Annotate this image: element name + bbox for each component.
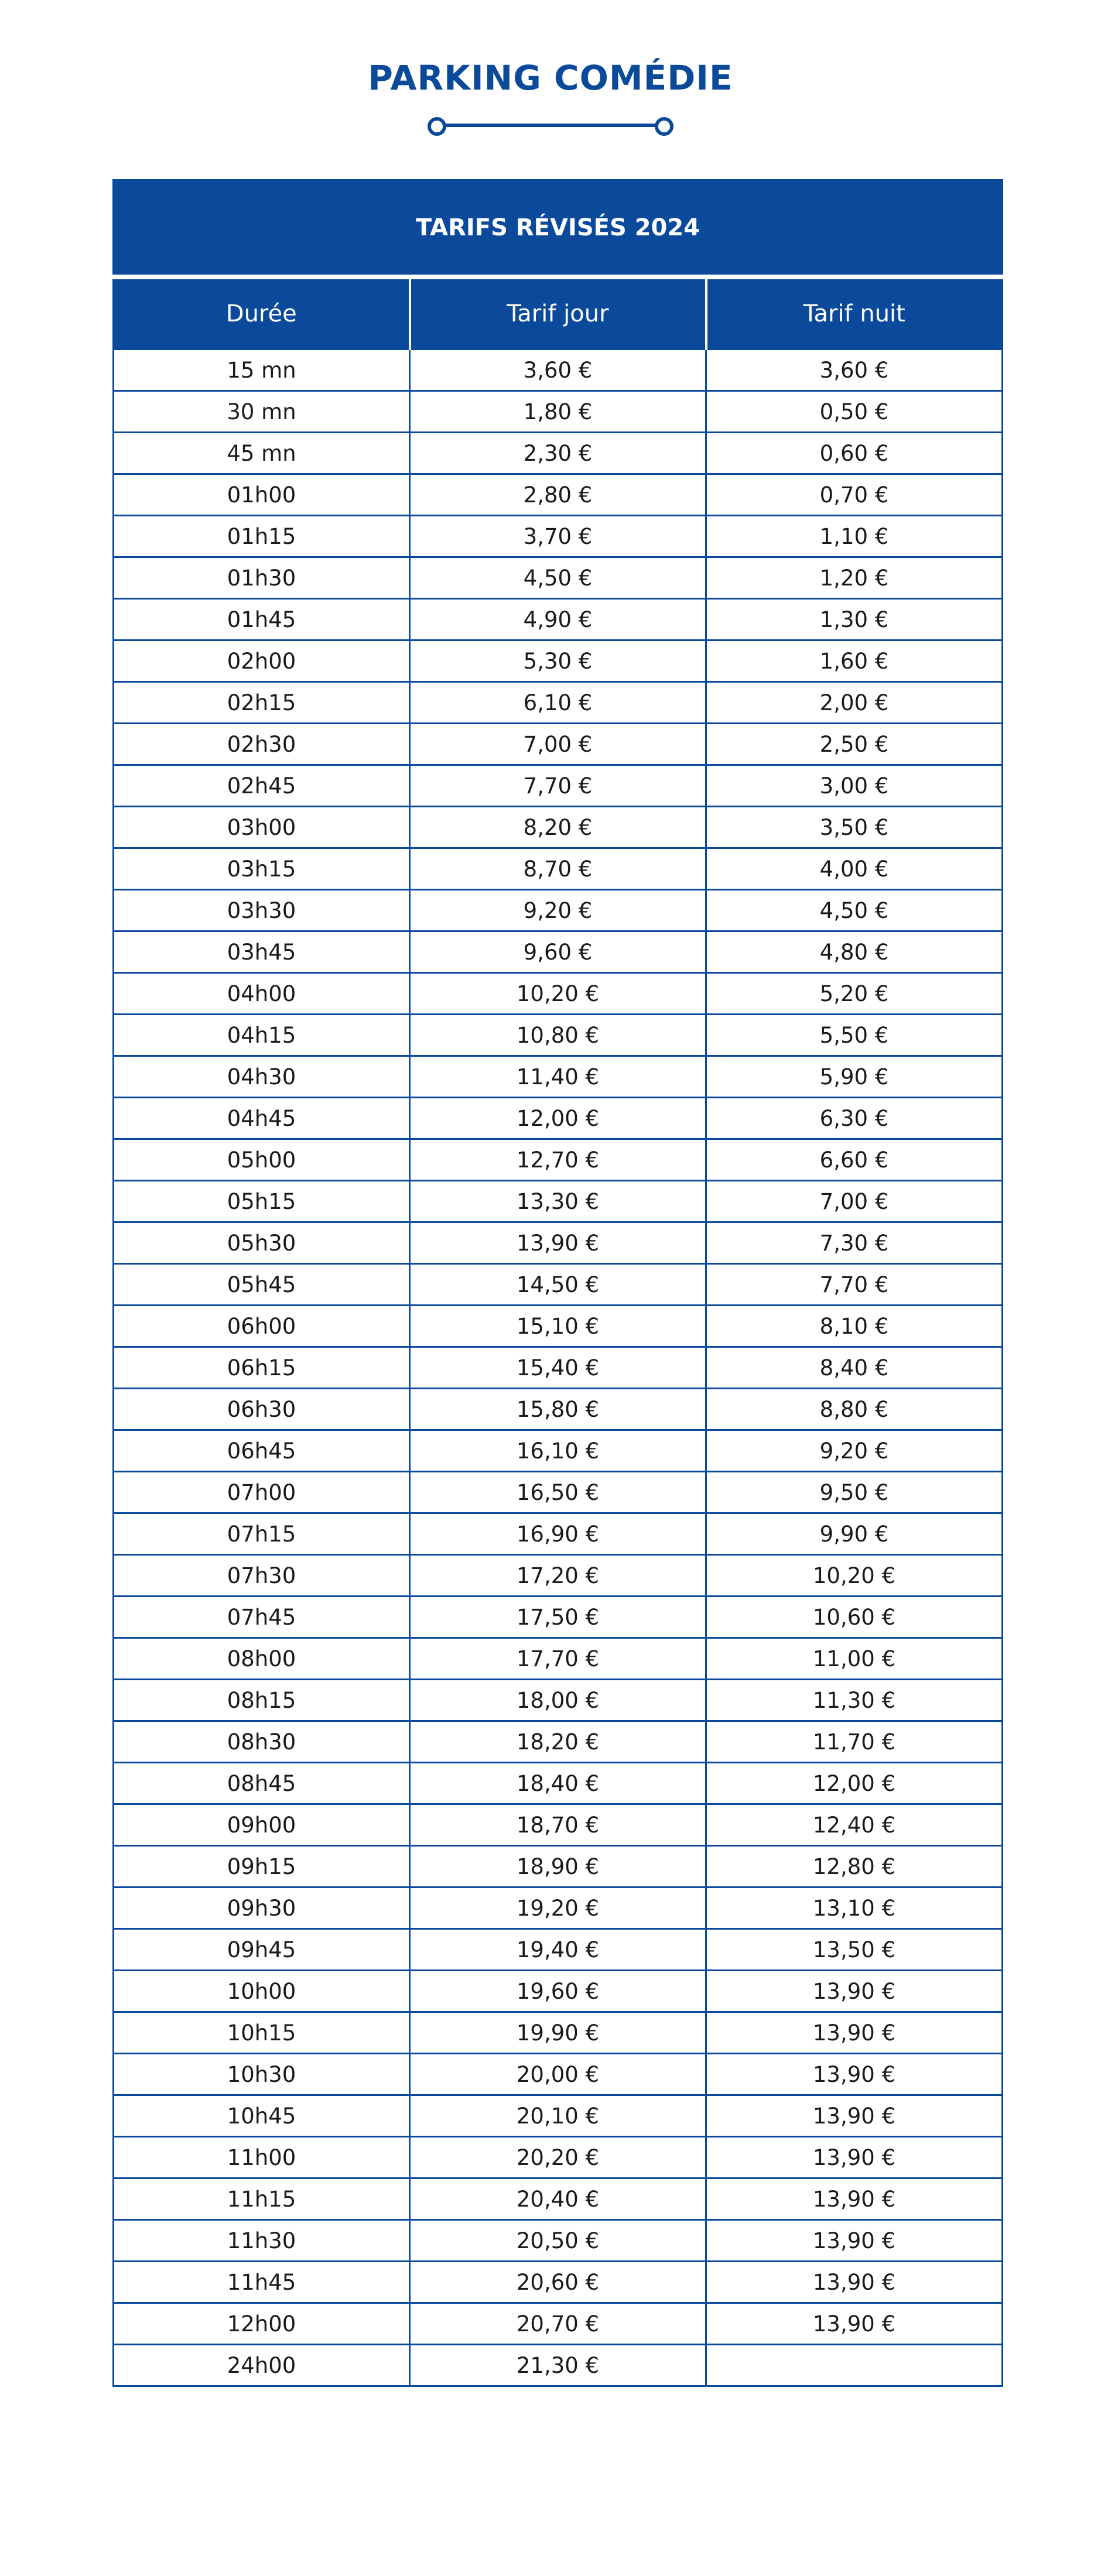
table-row [114,1846,1003,1888]
cell-tarif-nuit: 3,50 € [706,807,1003,848]
cell-tarif-jour: 15,40 € [410,1347,706,1389]
table-row [114,1555,1003,1597]
cell-tarif-jour: 3,70 € [410,516,706,557]
cell-tarif-jour: 17,50 € [410,1597,706,1638]
cell-tarif-jour: 20,00 € [410,2054,706,2095]
cell-tarif-jour: 10,80 € [410,1015,706,1056]
cell-tarif-nuit: 8,40 € [706,1347,1003,1389]
cell-tarif-nuit: 13,90 € [706,2012,1003,2054]
cell-tarif-jour: 20,60 € [410,2262,706,2303]
cell-tarif-jour: 16,90 € [410,1513,706,1555]
cell-tarif-nuit: 2,50 € [706,724,1003,765]
cell-tarif-jour: 18,00 € [410,1680,706,1721]
cell-tarif-jour: 18,20 € [410,1721,706,1763]
cell-duree: 09h30 [114,1888,410,1929]
cell-tarif-nuit: 13,90 € [706,2095,1003,2137]
table-row [114,1804,1003,1846]
cell-duree: 07h00 [114,1472,410,1513]
cell-duree: 01h30 [114,557,410,599]
cell-tarif-jour: 20,20 € [410,2137,706,2178]
cell-tarif-jour: 9,20 € [410,890,706,931]
table-row [114,1389,1003,1430]
ornament-line [442,124,659,127]
table-row [114,1888,1003,1929]
cell-duree: 04h00 [114,973,410,1015]
cell-tarif-nuit: 4,80 € [706,931,1003,973]
table-row [114,931,1003,973]
cell-tarif-nuit: 7,70 € [706,1264,1003,1306]
cell-tarif-nuit: 13,90 € [706,2303,1003,2345]
table-row [114,890,1003,931]
table-row [114,2095,1003,2137]
cell-tarif-nuit: 13,90 € [706,2262,1003,2303]
cell-tarif-jour: 17,20 € [410,1555,706,1597]
cell-tarif-nuit: 10,20 € [706,1555,1003,1597]
header-tarif-jour: Tarif jour [410,277,706,350]
table-row [114,1264,1003,1306]
cell-duree: 02h00 [114,640,410,682]
table-row [114,2054,1003,2095]
cell-tarif-jour: 4,90 € [410,599,706,640]
table-row [114,807,1003,848]
cell-tarif-nuit [706,2345,1003,2386]
table-row [114,1430,1003,1472]
cell-tarif-nuit: 5,90 € [706,1056,1003,1098]
cell-tarif-jour: 7,70 € [410,765,706,807]
cell-duree: 01h00 [114,474,410,516]
cell-tarif-jour: 13,90 € [410,1222,706,1264]
cell-tarif-jour: 13,30 € [410,1181,706,1222]
table-row [114,599,1003,640]
table-row [114,1306,1003,1347]
table-row [114,516,1003,557]
table-row [114,2262,1003,2303]
cell-duree: 01h45 [114,599,410,640]
cell-duree: 08h30 [114,1721,410,1763]
cell-tarif-nuit: 0,60 € [706,433,1003,474]
cell-tarif-nuit: 11,70 € [706,1721,1003,1763]
table-row [114,1181,1003,1222]
cell-tarif-jour: 14,50 € [410,1264,706,1306]
tariff-table [112,179,1003,2387]
cell-tarif-jour: 10,20 € [410,973,706,1015]
cell-tarif-nuit: 11,30 € [706,1680,1003,1721]
cell-tarif-jour: 20,40 € [410,2178,706,2220]
cell-tarif-nuit: 9,20 € [706,1430,1003,1472]
cell-tarif-jour: 19,40 € [410,1929,706,1971]
table-row [114,1929,1003,1971]
cell-tarif-jour: 1,80 € [410,391,706,433]
cell-tarif-nuit: 13,90 € [706,2137,1003,2178]
cell-tarif-jour: 20,50 € [410,2220,706,2262]
cell-tarif-jour: 8,70 € [410,848,706,890]
ornament-dot-left [428,117,446,136]
cell-tarif-nuit: 0,70 € [706,474,1003,516]
table-row [114,724,1003,765]
cell-duree: 02h45 [114,765,410,807]
cell-tarif-jour: 5,30 € [410,640,706,682]
cell-duree: 05h45 [114,1264,410,1306]
cell-duree: 05h00 [114,1139,410,1181]
cell-duree: 04h15 [114,1015,410,1056]
cell-duree: 04h45 [114,1098,410,1139]
table-row [114,1971,1003,2012]
tariff-body [114,350,1003,2386]
cell-duree: 01h15 [114,516,410,557]
cell-tarif-jour: 19,60 € [410,1971,706,2012]
cell-duree: 09h00 [114,1804,410,1846]
cell-tarif-jour: 18,40 € [410,1763,706,1804]
table-row [114,350,1003,391]
cell-tarif-nuit: 7,30 € [706,1222,1003,1264]
cell-duree: 09h15 [114,1846,410,1888]
cell-tarif-nuit: 4,50 € [706,890,1003,931]
cell-tarif-jour: 15,80 € [410,1389,706,1430]
table-row [114,1721,1003,1763]
cell-tarif-jour: 19,20 € [410,1888,706,1929]
table-row [114,1222,1003,1264]
table-row [114,1680,1003,1721]
table-row [114,973,1003,1015]
cell-duree: 07h45 [114,1597,410,1638]
table-row [114,2012,1003,2054]
cell-tarif-nuit: 12,80 € [706,1846,1003,1888]
page-title: PARKING COMÉDIE [368,58,733,98]
cell-duree: 03h30 [114,890,410,931]
cell-tarif-nuit: 9,50 € [706,1472,1003,1513]
cell-duree: 11h45 [114,2262,410,2303]
cell-tarif-jour: 18,90 € [410,1846,706,1888]
cell-tarif-jour: 18,70 € [410,1804,706,1846]
cell-tarif-nuit: 13,90 € [706,2054,1003,2095]
cell-tarif-nuit: 11,00 € [706,1638,1003,1680]
cell-duree: 07h15 [114,1513,410,1555]
cell-tarif-jour: 19,90 € [410,2012,706,2054]
cell-tarif-nuit: 5,20 € [706,973,1003,1015]
cell-duree: 10h15 [114,2012,410,2054]
cell-tarif-jour: 21,30 € [410,2345,706,2386]
cell-duree: 03h15 [114,848,410,890]
table-row [114,2137,1003,2178]
table-row [114,640,1003,682]
table-row [114,1098,1003,1139]
cell-tarif-nuit: 12,40 € [706,1804,1003,1846]
cell-tarif-nuit: 13,50 € [706,1929,1003,1971]
cell-tarif-nuit: 13,90 € [706,2178,1003,2220]
cell-duree: 12h00 [114,2303,410,2345]
title-ornament [428,114,673,135]
cell-duree: 08h15 [114,1680,410,1721]
cell-tarif-jour: 4,50 € [410,557,706,599]
table-row [114,557,1003,599]
cell-duree: 05h15 [114,1181,410,1222]
cell-tarif-nuit: 5,50 € [706,1015,1003,1056]
table-row [114,1763,1003,1804]
cell-duree: 08h00 [114,1638,410,1680]
cell-tarif-nuit: 6,30 € [706,1098,1003,1139]
cell-tarif-nuit: 13,90 € [706,2220,1003,2262]
cell-tarif-nuit: 13,10 € [706,1888,1003,1929]
cell-duree: 11h15 [114,2178,410,2220]
cell-duree: 10h45 [114,2095,410,2137]
caption-row [114,180,1003,278]
cell-tarif-jour: 11,40 € [410,1056,706,1098]
cell-duree: 45 mn [114,433,410,474]
table-row [114,1015,1003,1056]
cell-duree: 10h00 [114,1971,410,2012]
table-row [114,682,1003,724]
cell-duree: 30 mn [114,391,410,433]
cell-tarif-jour: 20,10 € [410,2095,706,2137]
cell-duree: 03h45 [114,931,410,973]
cell-tarif-jour: 9,60 € [410,931,706,973]
cell-duree: 06h15 [114,1347,410,1389]
cell-tarif-nuit: 0,50 € [706,391,1003,433]
cell-duree: 11h30 [114,2220,410,2262]
cell-duree: 06h00 [114,1306,410,1347]
cell-duree: 09h45 [114,1929,410,1971]
cell-duree: 06h45 [114,1430,410,1472]
table-row [114,1347,1003,1389]
cell-tarif-jour: 12,00 € [410,1098,706,1139]
cell-tarif-jour: 16,50 € [410,1472,706,1513]
table-row [114,391,1003,433]
cell-tarif-jour: 12,70 € [410,1139,706,1181]
table-row [114,1638,1003,1680]
cell-tarif-jour: 2,30 € [410,433,706,474]
table-caption: TARIFS RÉVISÉS 2024 [114,180,1003,278]
cell-duree: 04h30 [114,1056,410,1098]
cell-tarif-nuit: 13,90 € [706,1971,1003,2012]
table-row [114,2303,1003,2345]
table-row [114,2178,1003,2220]
cell-tarif-jour: 17,70 € [410,1638,706,1680]
header-tarif-nuit: Tarif nuit [706,277,1003,350]
cell-tarif-nuit: 6,60 € [706,1139,1003,1181]
cell-tarif-nuit: 10,60 € [706,1597,1003,1638]
table-row [114,848,1003,890]
cell-duree: 07h30 [114,1555,410,1597]
table-row [114,1139,1003,1181]
cell-tarif-jour: 20,70 € [410,2303,706,2345]
table-row [114,474,1003,516]
cell-tarif-jour: 6,10 € [410,682,706,724]
cell-tarif-nuit: 3,60 € [706,350,1003,391]
table-row [114,1597,1003,1638]
header-duree: Durée [114,277,410,350]
cell-tarif-nuit: 1,10 € [706,516,1003,557]
table-row [114,2220,1003,2262]
cell-duree: 10h30 [114,2054,410,2095]
cell-tarif-nuit: 1,30 € [706,599,1003,640]
cell-duree: 15 mn [114,350,410,391]
cell-duree: 05h30 [114,1222,410,1264]
cell-tarif-nuit: 12,00 € [706,1763,1003,1804]
cell-tarif-nuit: 9,90 € [706,1513,1003,1555]
cell-tarif-nuit: 1,20 € [706,557,1003,599]
header-row [114,277,1003,350]
table-row [114,1056,1003,1098]
cell-duree: 06h30 [114,1389,410,1430]
cell-tarif-jour: 7,00 € [410,724,706,765]
table-row [114,433,1003,474]
cell-duree: 24h00 [114,2345,410,2386]
cell-duree: 08h45 [114,1763,410,1804]
cell-tarif-nuit: 7,00 € [706,1181,1003,1222]
cell-duree: 11h00 [114,2137,410,2178]
table-row [114,765,1003,807]
cell-tarif-jour: 2,80 € [410,474,706,516]
cell-tarif-nuit: 1,60 € [706,640,1003,682]
cell-duree: 03h00 [114,807,410,848]
ornament-dot-right [655,117,673,136]
cell-duree: 02h15 [114,682,410,724]
table-row [114,1513,1003,1555]
cell-tarif-jour: 3,60 € [410,350,706,391]
table-row [114,2345,1003,2386]
cell-tarif-nuit: 2,00 € [706,682,1003,724]
cell-tarif-jour: 15,10 € [410,1306,706,1347]
table-row [114,1472,1003,1513]
cell-tarif-nuit: 8,10 € [706,1306,1003,1347]
cell-tarif-jour: 16,10 € [410,1430,706,1472]
cell-tarif-nuit: 8,80 € [706,1389,1003,1430]
cell-tarif-nuit: 3,00 € [706,765,1003,807]
cell-tarif-jour: 8,20 € [410,807,706,848]
cell-tarif-nuit: 4,00 € [706,848,1003,890]
cell-duree: 02h30 [114,724,410,765]
